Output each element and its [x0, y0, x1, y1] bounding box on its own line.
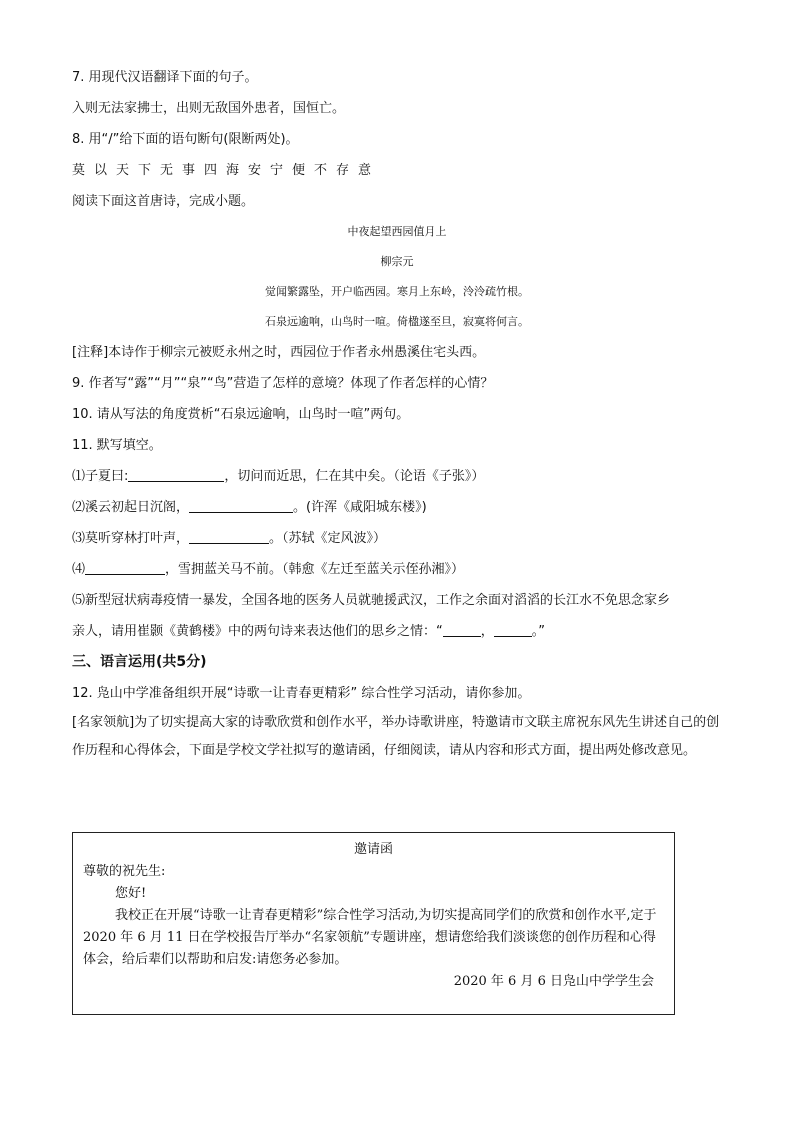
letter-body: 我校正在开展“诗歌一让青春更精彩”综合性学习活动,为切实提高同学们的欣赏和创作水平,定于 2020 年 6 月 11 日在学校报告厅举办“名家领航”专题讲座，想请您给我们淡谈您的创作历程和心得体会，给后辈们以帮助和启发:请您务必参加。: [83, 908, 657, 967]
item-4-prefix: ⑷: [72, 562, 86, 577]
question-8-sentence: 莫以天下无事四海安宁便不存意: [72, 163, 381, 178]
item-5-separator: ，: [480, 624, 494, 639]
letter-greeting: 您好!: [115, 886, 147, 901]
answer-blank-3[interactable]: [189, 529, 269, 544]
question-11-item-5-line-2: [72, 616, 722, 647]
item-2-suffix: 。(许浑《咸阳城东楼》): [293, 500, 427, 515]
item-1-prefix: ⑴子夏曰:: [72, 469, 129, 484]
poem-line-1: 觉闻繁露坠，开户临西园。寒月上东岭，泠泠疏竹根。: [265, 285, 529, 298]
answer-blank-5b[interactable]: [494, 622, 532, 637]
question-11-item-2: [72, 492, 722, 523]
question-11-item-4: [72, 554, 722, 585]
question-12-title: 12. 凫山中学准备组织开展“诗歌一让青春更精彩” 综合性学习活动，请你参加。: [72, 686, 531, 701]
item-1-suffix: ，切问而近思，仁在其中矣。（论语《子张》）: [224, 469, 485, 484]
question-11-item-3: [72, 523, 722, 554]
item-5-prefix: 亲人，请用崔颢《黄鹤楼》中的两句诗来表达他们的思乡之情：“: [72, 624, 443, 639]
section-3-heading: 三、语言运用(共5分): [72, 654, 207, 670]
poem-title: 中夜起望西园值月上: [347, 225, 447, 238]
item-5-end: 。”: [531, 624, 546, 639]
answer-blank-1[interactable]: [128, 467, 224, 482]
letter-salutation: 尊敬的祝先生:: [83, 864, 166, 879]
answer-blank-5a[interactable]: [443, 622, 481, 637]
question-11-title: 11. 默写填空。: [72, 438, 162, 453]
question-8-title: 8. 用“/”给下面的语句断句(限断两处)。: [72, 132, 299, 147]
item-4-suffix: ，雪拥蓝关马不前。（韩愈《左迁至蓝关示侄孙湘》）: [165, 562, 465, 577]
question-11-item-5-line-1: ⑸新型冠状病毒疫情一暴发，全国各地的医务人员就驰援武汉，工作之余面对滔滔的长江水不免思念家乡: [72, 593, 671, 608]
item-3-prefix: ⑶莫听穿林打叶声，: [72, 531, 190, 546]
invitation-letter-box: [72, 832, 675, 1015]
letter-title: 邀请函: [353, 842, 393, 857]
item-2-prefix: ⑵溪云初起日沉阁，: [72, 500, 190, 515]
poem-note: [注释]本诗作于柳宗元被贬永州之时，西园位于作者永州愚溪住宅头西。: [72, 345, 486, 360]
letter-signature: 2020 年 6 月 6 日凫山中学学生会: [453, 974, 654, 989]
question-10: 10. 请从写法的角度赏析“石泉远逾响，山鸟时一喧”两句。: [72, 407, 410, 422]
item-3-suffix: 。（苏轼《定风波》）: [269, 531, 387, 546]
answer-blank-4[interactable]: [85, 560, 165, 575]
question-11-item-1: [72, 461, 722, 492]
question-7-sentence: 入则无法家拂士，出则无敌国外患者，国恒亡。: [72, 101, 346, 116]
answer-blank-2[interactable]: [189, 498, 293, 513]
question-7-title: 7. 用现代汉语翻译下面的句子。: [72, 70, 258, 85]
poem-author: 柳宗元: [380, 255, 414, 268]
poem-intro: 阅读下面这首唐诗，完成小题。: [72, 194, 255, 209]
document-page: [72, 62, 722, 765]
question-9: 9. 作者写“露”“月”“泉”“鸟”营造了怎样的意境？体现了作者怎样的心情？: [72, 376, 494, 391]
question-12-paragraph: [名家领航]为了切实提高大家的诗歌欣赏和创作水平，举办诗歌讲座，特邀请市文联主席祝东风先生讲述自己的创作历程和心得体会，下面是学校文学社拟写的邀请函，仔细阅读，请从内容和形式方面，提出两处修改意见。: [72, 715, 720, 758]
poem-line-2: 石泉远逾响，山鸟时一喧。倚楹遂至旦，寂寞将何言。: [265, 315, 529, 328]
